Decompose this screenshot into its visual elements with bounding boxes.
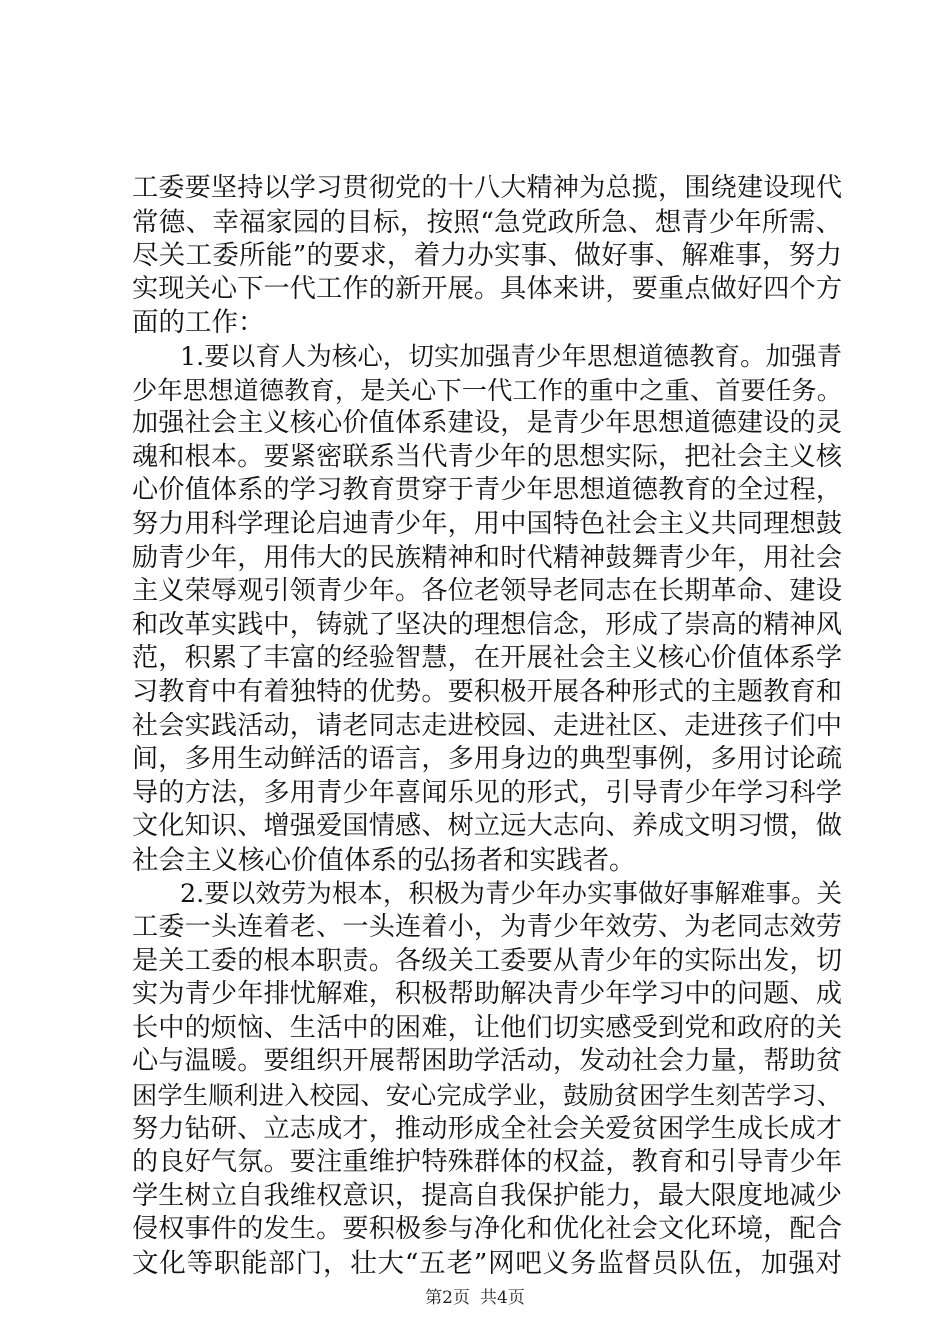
page-footer <box>0 1287 950 1309</box>
text-line: 长中的烦恼、生活中的困难，让他们切实感受到党和政府的关 <box>132 1012 842 1043</box>
text-line: 努力钻研、立志成才，推动形成全社会关爱贫困学生成长成才 <box>132 1113 842 1144</box>
text-line: 和改革实践中，铸就了坚决的理想信念，形成了崇高的精神风 <box>132 609 842 640</box>
text-line: 心价值体系的学习教育贯穿于青少年思想道德教育的全过程， <box>132 475 842 506</box>
text-line: 励青少年，用伟大的民族精神和时代精神鼓舞青少年，用社会 <box>132 542 842 573</box>
text-line: 侵权事件的发生。要积极参与净化和优化社会文化环境，配合 <box>132 1214 842 1245</box>
text-line: 1.要以育人为核心，切实加强青少年思想道德教育。加强青 <box>180 340 842 371</box>
text-line: 学生树立自我维权意识，提高自我保护能力，最大限度地减少 <box>132 1180 842 1211</box>
text-line: 实现关心下一代工作的新开展。具体来讲，要重点做好四个方 <box>132 273 842 304</box>
text-line: 工委要坚持以学习贯彻党的十八大精神为总揽，围绕建设现代 <box>132 173 842 203</box>
text-line: 魂和根本。要紧密联系当代青少年的思想实际，把社会主义核 <box>132 441 842 472</box>
text-line: 社会主义核心价值体系的弘扬者和实践者。 <box>132 844 636 876</box>
text-line: 努力用科学理论启迪青少年，用中国特色社会主义共同理想鼓 <box>132 508 842 539</box>
text-line: 实为青少年排忧解难，积极帮助解决青少年学习中的问题、成 <box>132 979 842 1010</box>
text-line: 是关工委的根本职责。各级关工委要从青少年的实际出发，切 <box>132 945 842 976</box>
text-line: 心与温暖。要组织开展帮困助学活动，发动社会力量，帮助贫 <box>132 1046 842 1077</box>
text-line: 少年思想道德教育，是关心下一代工作的重中之重、首要任务。 <box>132 375 842 405</box>
text-line: 尽关工委所能”的要求，着力办实事、做好事、解难事，努力 <box>132 240 842 272</box>
text-line: 工委一头连着老、一头连着小，为青少年效劳、为老同志效劳 <box>132 912 842 943</box>
text-line: 间，多用生动鲜活的语言，多用身边的典型事例，多用讨论疏 <box>132 744 842 775</box>
paragraph-intro <box>132 172 842 340</box>
text-line: 范，积累了丰富的经验智慧，在开展社会主义核心价值体系学 <box>132 643 842 674</box>
paragraph-item-1 <box>132 340 842 878</box>
text-line: 社会实践活动，请老同志走进校园、走进社区、走进孩子们中 <box>132 710 842 741</box>
paragraph-item-2 <box>132 877 842 1280</box>
text-line: 文化知识、增强爱国情感、树立远大志向、养成文明习惯，做 <box>132 811 842 842</box>
text-line: 主义荣辱观引领青少年。各位老领导老同志在长期革命、建设 <box>132 576 842 607</box>
text-line: 常德、幸福家园的目标，按照“急党政所急、想青少年所需、 <box>132 206 842 238</box>
page-total: 共4页 <box>480 1288 525 1308</box>
text-line: 文化等职能部门，壮大“五老”网吧义务监督员队伍，加强对 <box>132 1248 842 1279</box>
text-line: 2.要以效劳为根本，积极为青少年办实事做好事解难事。关 <box>180 878 842 909</box>
text-line: 面的工作： <box>132 307 265 339</box>
text-line: 的良好气氛。要注重维护特殊群体的权益，教育和引导青少年 <box>132 1147 842 1178</box>
text-line: 加强社会主义核心价值体系建设，是青少年思想道德建设的灵 <box>132 408 842 439</box>
page-number: 第2页 <box>425 1288 470 1308</box>
text-line: 困学生顺利进入校园、安心完成学业，鼓励贫困学生刻苦学习、 <box>132 1081 842 1111</box>
text-line: 导的方法，多用青少年喜闻乐见的形式，引导青少年学习科学 <box>132 777 842 808</box>
document-body <box>132 172 842 1281</box>
text-line: 习教育中有着独特的优势。要积极开展各种形式的主题教育和 <box>132 676 842 707</box>
